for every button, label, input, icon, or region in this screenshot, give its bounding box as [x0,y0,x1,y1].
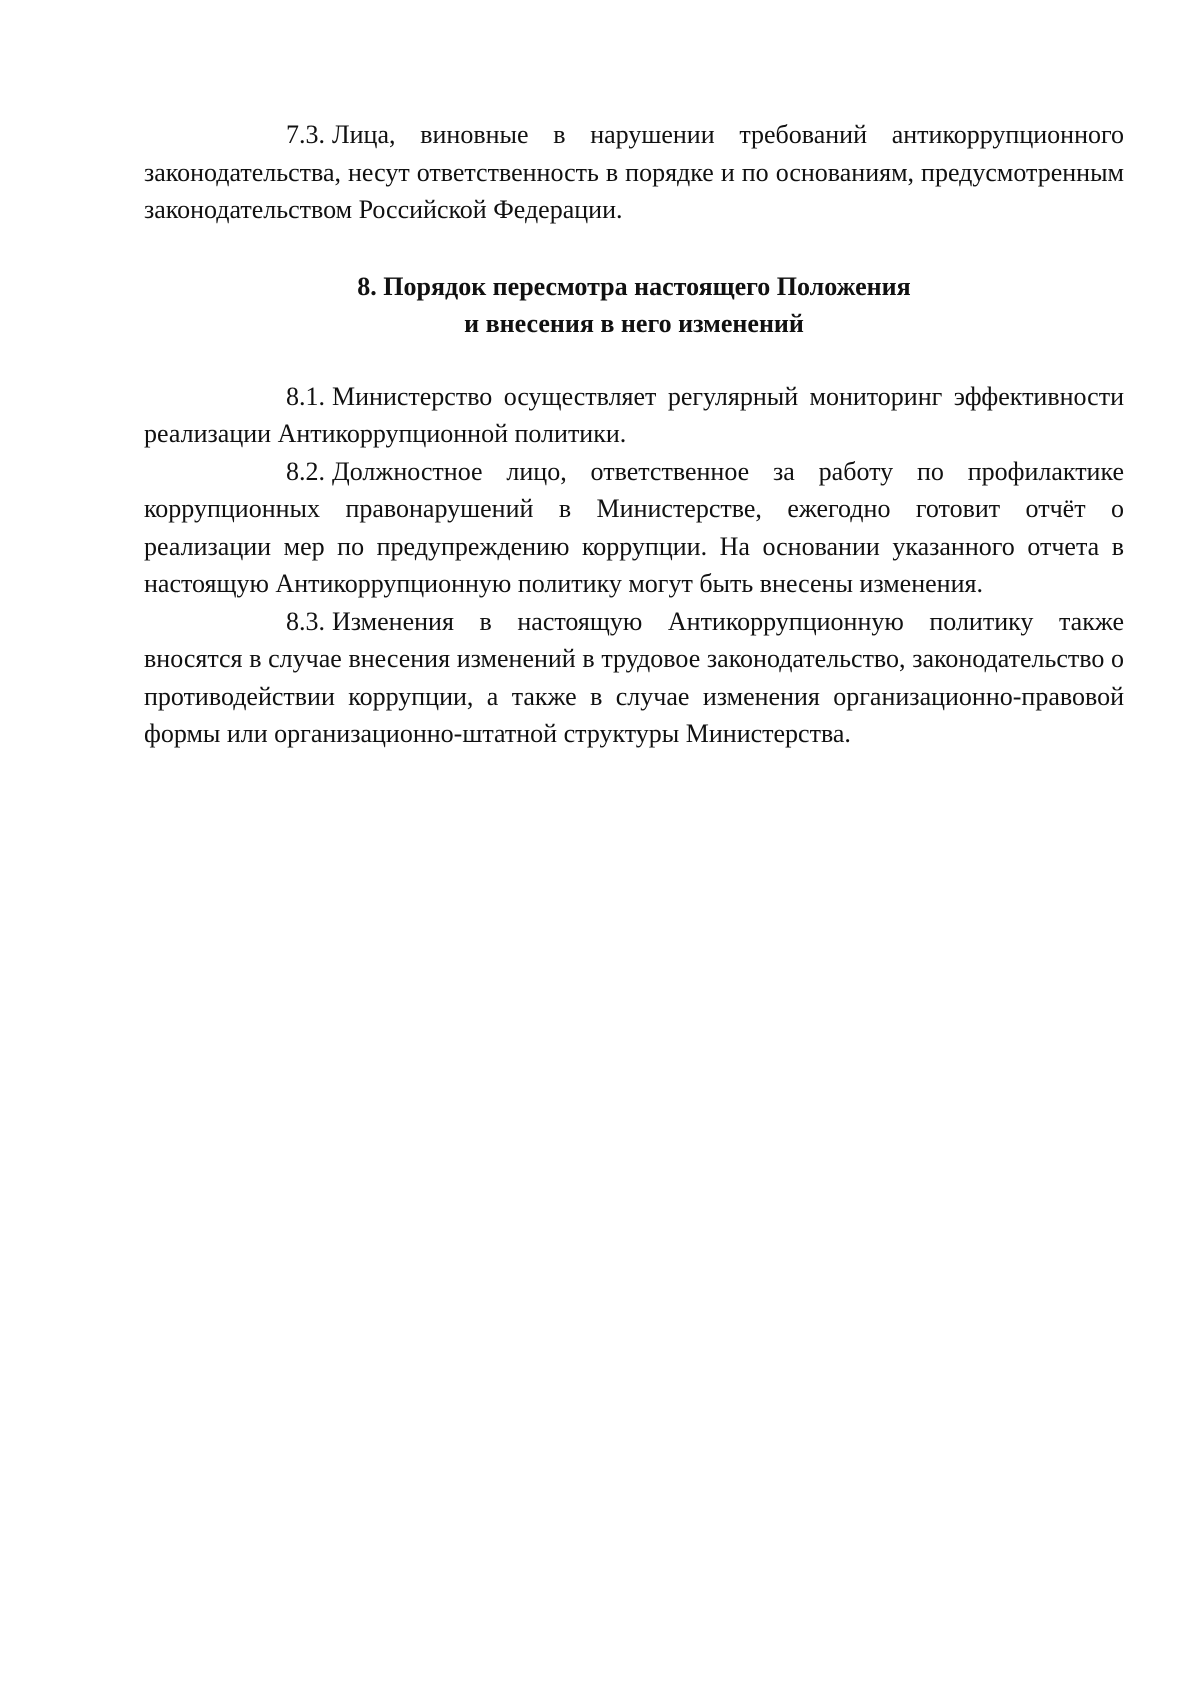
paragraph-text: Министерство осуществляет регулярный мониторинг эффективности реализации Антикоррупционной политики. [144,381,1124,448]
paragraph-7-3 [144,116,1124,229]
section-heading-line-2: и внесения в него изменений [464,308,804,338]
section-heading-line-1: 8. Порядок пересмотра настоящего Положения [357,271,911,301]
paragraph-text: Должностное лицо, ответственное за работу по профилактике коррупционных правонарушений в Министерстве, ежегодно готовит отчёт о реализации мер по предупреждению коррупции. На основании указанного отчета в настоящую Антикоррупционную политику могут быть внесены изменения. [144,456,1124,598]
paragraph-number: 8.3. [286,606,325,636]
paragraph-number: 8.1. [286,381,325,411]
paragraph-text: Изменения в настоящую Антикоррупционную политику также вносятся в случае внесения изменений в трудовое законодательство, законодательство о противодействии коррупции, а также в случае изменения организационно-правовой формы или организационно-штатной структуры Министерства. [144,606,1124,748]
paragraph-number: 8.2. [286,456,325,486]
paragraph-8-1 [144,378,1124,453]
paragraph-text: Лица, виновные в нарушении требований антикоррупционного законодательства, несут ответственность в порядке и по основаниям, предусмотренным законодательством Российской Федерации. [144,120,1124,224]
paragraph-8-2 [144,453,1124,603]
section-heading [144,268,1124,342]
paragraph-number: 7.3. [286,120,325,149]
paragraph-8-3 [144,603,1124,753]
